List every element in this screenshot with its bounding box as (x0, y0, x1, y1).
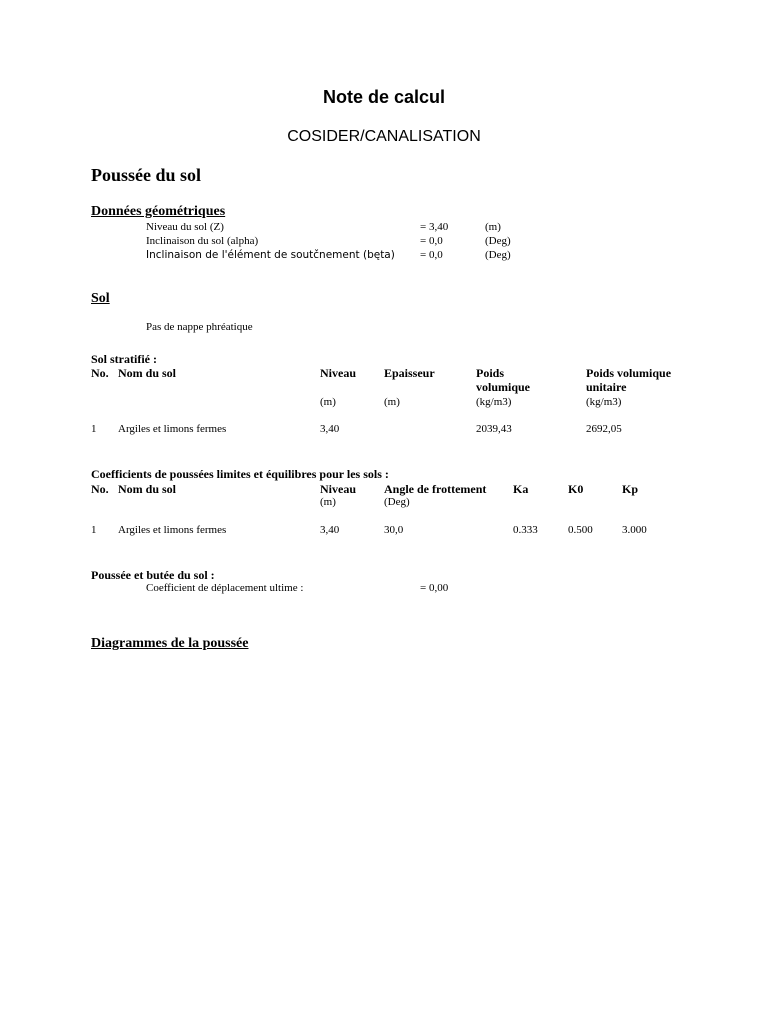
strat-unit-poids-unitaire: (kg/m3) (586, 396, 622, 408)
geo-unit-niveau: (m) (485, 221, 501, 233)
geo-label-niveau: Niveau du sol (Z) (146, 221, 224, 233)
strat-header-no: No. (91, 366, 109, 380)
strat-header-poids-unitaire-line1: Poids volumique (586, 366, 672, 380)
coef-header-name: Nom du sol (118, 482, 177, 496)
strat-header-poids-unitaire-line2: unitaire (586, 380, 627, 394)
strat-cell-poids: 2039,43 (476, 423, 512, 435)
poussee-label: Coefficient de déplacement ultime : (146, 582, 304, 594)
coef-header-kp: Kp (622, 482, 639, 496)
strat-unit-niveau: (m) (320, 396, 336, 408)
coef-cell-niveau: 3,40 (320, 524, 340, 536)
strat-unit-poids: (kg/m3) (476, 396, 512, 408)
geo-label-alpha: Inclinaison du sol (alpha) (146, 235, 259, 247)
strat-cell-no: 1 (91, 423, 97, 435)
coef-cell-name: Argiles et limons fermes (118, 524, 227, 536)
coef-cell-no: 1 (91, 524, 97, 536)
geo-value-niveau: = 3,40 (420, 221, 449, 233)
strat-unit-epaisseur: (m) (384, 396, 400, 408)
geo-label-beta: Inclinaison de l'élément de soutčnement (bęta) (146, 249, 395, 261)
document-subtitle: COSIDER/CANALISATION (287, 128, 481, 145)
strat-header-niveau: Niveau (320, 366, 356, 380)
geo-unit-alpha: (Deg) (485, 235, 511, 247)
geo-value-beta: = 0,0 (420, 249, 443, 261)
strat-header-poids-unitaire (586, 366, 671, 394)
coef-cell-k0: 0.500 (568, 524, 593, 536)
coef-header-k0: K0 (568, 482, 584, 496)
coef-header-angle: Angle de frottement (384, 482, 487, 496)
nappe-text: Pas de nappe phréatique (146, 321, 253, 333)
geometric-data-heading: Données géométriques (91, 204, 226, 219)
coef-unit-niveau: (m) (320, 496, 336, 508)
coef-cell-ka: 0.333 (513, 524, 538, 536)
strat-cell-name: Argiles et limons fermes (118, 423, 227, 435)
geo-unit-beta: (Deg) (485, 249, 511, 261)
coef-header-niveau: Niveau (320, 482, 356, 496)
strat-header-poids-line2: volumique (476, 380, 531, 394)
poussee-value: = 0,00 (420, 582, 449, 594)
geo-value-alpha: = 0,0 (420, 235, 443, 247)
coefficients-heading: Coefficients de poussées limites et équilibres pour les sols : (91, 467, 389, 481)
coef-cell-angle: 30,0 (384, 524, 404, 536)
coef-unit-angle: (Deg) (384, 496, 410, 508)
coef-header-ka: Ka (513, 482, 529, 496)
poussee-heading: Poussée et butée du sol : (91, 568, 215, 582)
strat-header-poids (476, 366, 530, 394)
strat-header-poids-line1: Poids (476, 366, 505, 380)
strat-header-name: Nom du sol (118, 366, 177, 380)
coef-header-no: No. (91, 482, 109, 496)
sol-heading: Sol (91, 291, 110, 306)
strat-cell-niveau: 3,40 (320, 423, 340, 435)
diagrammes-heading: Diagrammes de la poussée (91, 636, 249, 651)
document-title: Note de calcul (322, 87, 446, 107)
stratified-heading: Sol stratifié : (91, 352, 157, 366)
strat-cell-poids-unitaire: 2692,05 (586, 423, 622, 435)
coef-cell-kp: 3.000 (622, 524, 647, 536)
section-title: Poussée du sol (91, 165, 202, 185)
strat-header-epaisseur: Epaisseur (384, 366, 435, 380)
